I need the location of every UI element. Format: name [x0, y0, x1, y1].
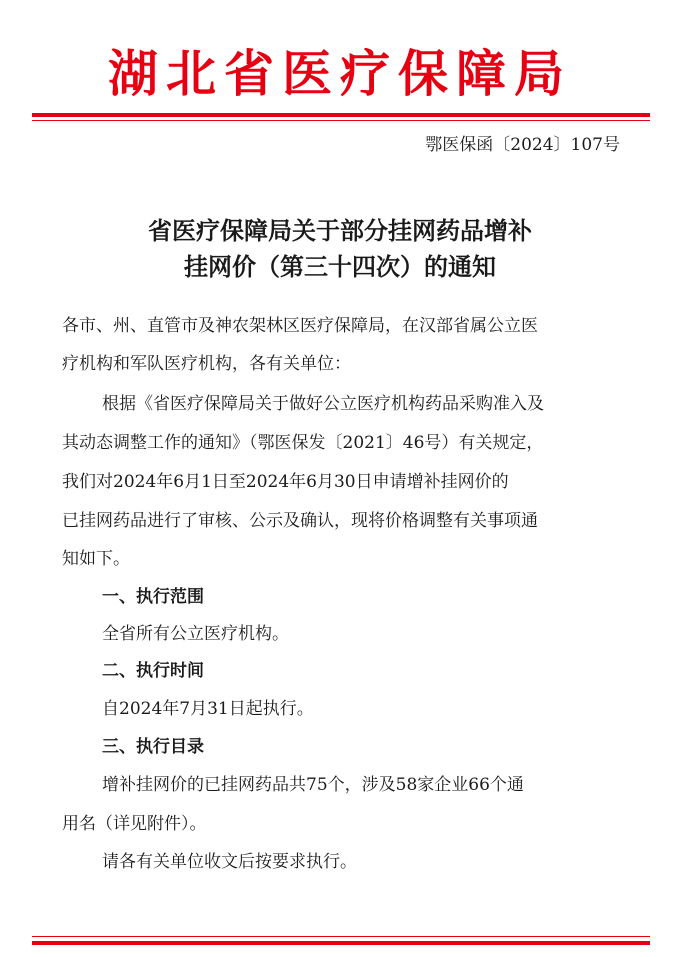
intro-line-2: 其动态调整工作的通知》（鄂医保发〔2021〕46号）有关规定，: [62, 433, 544, 453]
section-heading-catalog: 三、执行目录: [102, 737, 204, 757]
addressee-line-2: 疗机构和军队医疗机构，各有关单位：: [62, 354, 351, 374]
section-heading-time: 二、执行时间: [102, 661, 204, 681]
section-scope-text: 全省所有公立医疗机构。: [102, 624, 289, 644]
footer-red-rule-thin: [32, 936, 650, 937]
intro-line-3: 我们对2024年6月1日至2024年6月30日申请增补挂网价的: [62, 472, 509, 492]
section-catalog-text-2: 用名（详见附件）。: [62, 814, 207, 834]
section-catalog-text-1: 增补挂网价的已挂网药品共75个，涉及58家企业66个通: [102, 775, 524, 795]
document-title-line-1: 省医疗保障局关于部分挂网药品增补: [148, 217, 532, 245]
closing-text: 请各有关单位收文后按要求执行。: [102, 852, 357, 872]
document-title: [40, 213, 640, 285]
document-number: 鄂医保函〔2024〕107号: [425, 135, 620, 155]
header-red-rule-thick: [32, 113, 650, 117]
section-time-text: 自2024年7月31日起执行。: [102, 699, 314, 719]
intro-line-4: 已挂网药品进行了审核、公示及确认，现将价格调整有关事项通: [62, 511, 538, 531]
header-red-rule-thin: [32, 120, 650, 121]
intro-line-5: 知如下。: [62, 549, 130, 569]
intro-line-1: 根据《省医疗保障局关于做好公立医疗机构药品采购准入及: [102, 394, 544, 414]
document-title-line-2: 挂网价（第三十四次）的通知: [184, 253, 496, 281]
agency-header: 湖北省医疗保障局: [108, 45, 572, 103]
footer-red-rule-thick: [32, 941, 650, 945]
addressee-line-1: 各市、州、直管市及神农架林区医疗保障局，在汉部省属公立医: [62, 316, 538, 336]
section-heading-scope: 一、执行范围: [102, 587, 204, 607]
